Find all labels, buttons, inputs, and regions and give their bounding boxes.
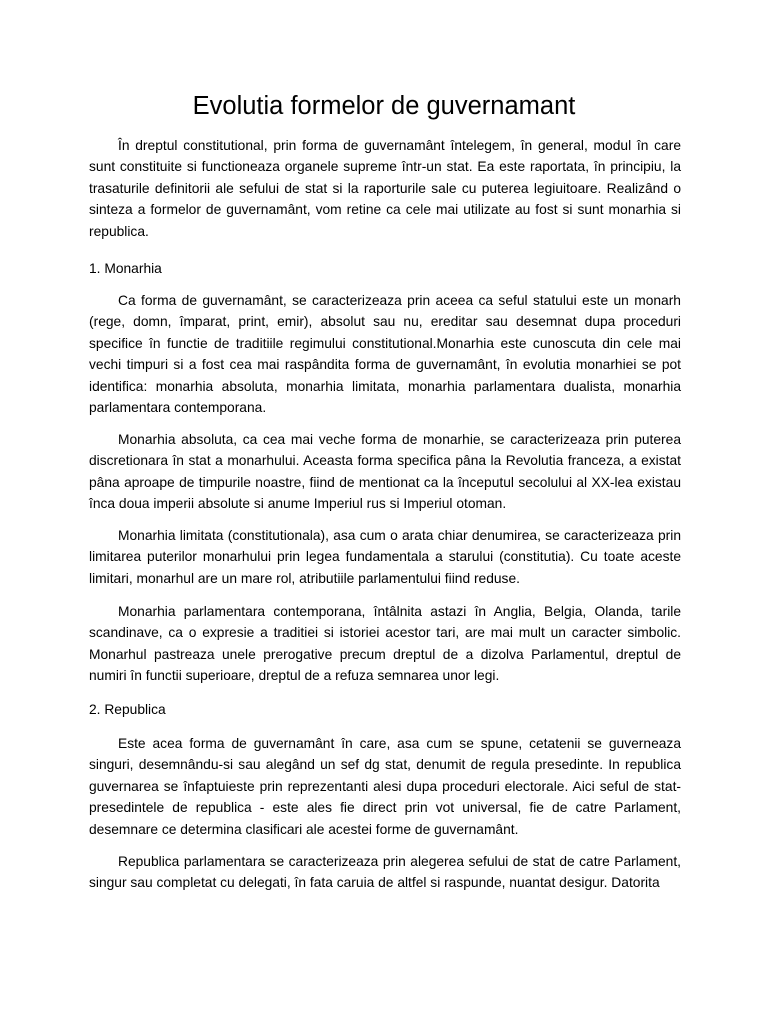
section-heading-monarhia: 1. Monarhia: [89, 261, 162, 276]
section-heading-republica: 2. Republica: [89, 702, 166, 717]
monarhia-parlamentara-paragraph: Monarhia parlamentara contemporana, întâlnita astazi în Anglia, Belgia, Olanda, tarile scandinave, ca o expresie a traditiei si istoriei acestor tari, are mai mult un caracter simbolic. Monarhul pastreaza unele prerogative precum dreptul de a dizolva Parlamentul, dreptul de numiri în functii superioare, dreptul de a refuza semnarea unor legi.: [89, 604, 681, 684]
republica-definition-paragraph: Este acea forma de guvernamânt în care, asa cum se spune, cetatenii se guverneaza singuri, desemnându-si sau alegând un sef dg stat, denumit de regula presedinte. In republica guvernarea se înfaptuieste prin reprezentanti alesi dupa proceduri electorale. Aici seful de stat-presedintele de republica - este ales fie direct prin vot universal, fie de catre Parlament, desemnare ce determina clasificari ale acestei forme de guvernamânt.: [89, 736, 681, 837]
page-title: Evolutia formelor de guvernamant: [192, 92, 576, 120]
republica-parlamentara-paragraph: Republica parlamentara se caracterizeaza prin alegerea sefului de stat de catre Parlament, singur sau completat cu delegati, în fata caruia de altfel si raspunde, nuantat desigur. Datorita: [89, 854, 681, 891]
monarhia-absoluta-paragraph: Monarhia absoluta, ca cea mai veche forma de monarhie, se caracterizeaza prin puterea discretionara în stat a monarhului. Aceasta forma specifica pâna la Revolutia franceza, a existat pâna aproape de timpurile noastre, fiind de mentionat ca la începutul secolului al XX-lea existau înca doua imperii absolute si anume Imperiul rus si Imperiul otoman.: [89, 432, 681, 512]
monarhia-limitata-paragraph: Monarhia limitata (constitutionala), asa cum o arata chiar denumirea, se caracterizeaza prin limitarea puterilor monarhului prin legea fundamentala a starului (constitutia). Cu toate aceste limitari, monarhul are un mare rol, atributiile parlamentului fiind reduse.: [89, 528, 681, 586]
monarhia-definition-paragraph: Ca forma de guvernamânt, se caracterizeaza prin aceea ca seful statului este un monarh (rege, domn, împarat, print, emir), absolut sau nu, ereditar sau desemnat dupa proceduri specifice în functie de traditiile regimului constitutional.Monarhia este cunoscuta din cele mai vechi timpuri si a fost cea mai raspândita forma de guvernamânt, în evolutia monarhiei se pot identifica: monarhia absoluta, monarhia limitata, monarhia parlamentara dualista, monarhia parlamentara contemporana.: [89, 293, 681, 416]
intro-paragraph: În dreptul constitutional, prin forma de guvernamânt întelegem, în general, modul în care sunt constituite si functioneaza organele supreme într-un stat. Ea este raportata, în principiu, la trasaturile definitorii ale sefului de stat si la raporturile sale cu puterea legiuitoare. Realizând o sinteza a formelor de guvernamânt, vom retine ca cele mai utilizate au fost si sunt monarhia si republica.: [89, 138, 681, 239]
